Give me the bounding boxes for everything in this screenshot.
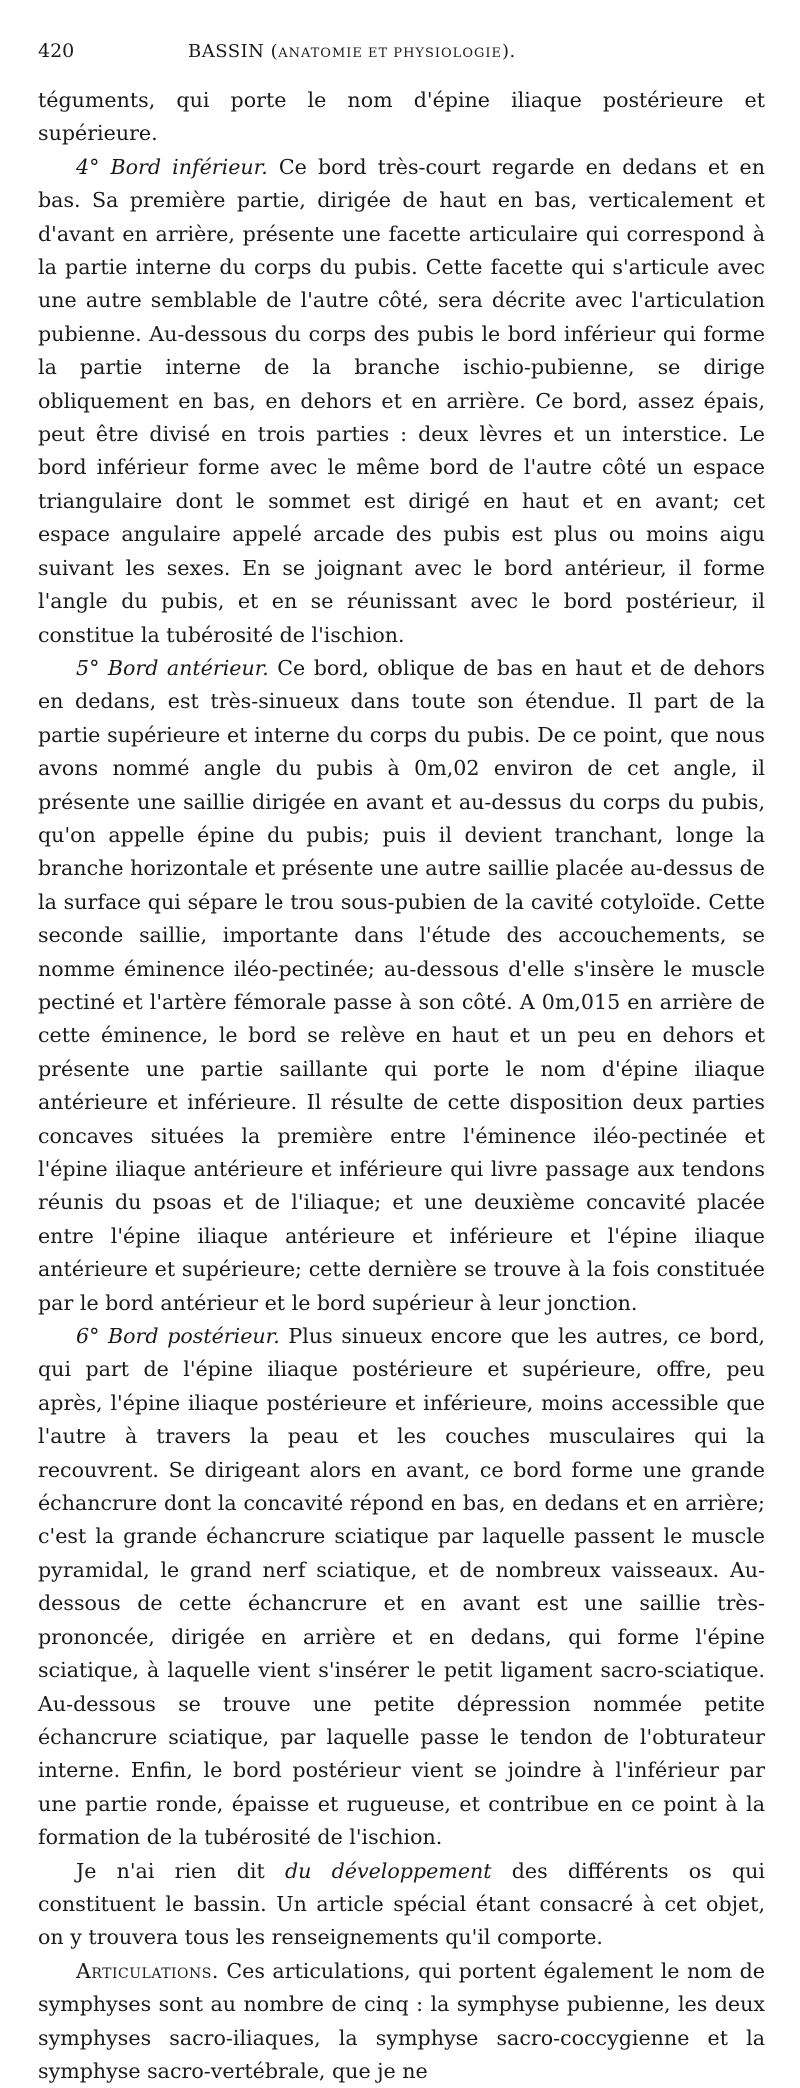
paragraph-text: Ces articulations, qui portent également le nom de symphyses sont au nombre de cinq : la symphyse pubienne, les deux symphyses sacro-iliaques, la symphyse sacro-coccygienne et la symphyse sacro-vertébrale, que je ne [38, 1958, 765, 2083]
section-heading-smallcaps: Articulations. [76, 1958, 219, 1983]
book-page [38, 40, 765, 2088]
section-heading: 4° Bord inférieur. [76, 154, 268, 179]
running-head [38, 40, 765, 84]
paragraph-text-after: des différents os qui constituent le bassin. Un article spécial étant consacré à cet objet, on y trouvera tous les renseignements qu'il comporte. [38, 1858, 765, 1950]
paragraph-text: Ce bord très-court regarde en dedans et en bas. Sa première partie, dirigée de haut en bas, verticalement et d'avant en arrière, présente une facette articulaire qui correspond à la partie interne du corps du pubis. Cette facette qui s'articule avec une autre semblable de l'autre côté, sera décrite avec l'articulation pubienne. Au-dessous du corps des pubis le bord inférieur qui forme la partie interne de la branche ischio-pubienne, se dirige obliquement en bas, en dehors et en arrière. Ce bord, assez épais, peut être divisé en trois parties : deux lèvres et un interstice. Le bord inférieur forme avec le même bord de l'autre côté un espace triangulaire dont le sommet est dirigé en haut et en avant; cet espace angulaire appelé arcade des pubis est plus ou moins aigu suivant les sexes. En se joignant avec le bord antérieur, il forme l'angle du pubis, et en se réunissant avec le bord postérieur, il constitue la tubérosité de l'ischion. [38, 154, 765, 647]
scan-mark [396, 1405, 404, 1406]
body-text [38, 84, 765, 2088]
scan-mark [345, 1405, 353, 1406]
paragraph-text: téguments, qui porte le nom d'épine iliaque postérieure et supérieure. [38, 88, 765, 146]
paragraph-bord-inferieur [38, 151, 765, 652]
paragraph-developpement [38, 1855, 765, 1955]
section-heading: 6° Bord postérieur. [76, 1324, 280, 1349]
running-title-end: ). [501, 41, 516, 62]
paragraph-text: Ce bord, oblique de bas en haut et de dehors en dedans, est très-sinueux dans toute son étendue. Il part de la partie supérieure et interne du corps du pubis. De ce point, que nous avons nommé angle du pubis à 0m,02 environ de cet angle, il présente une saillie dirigée en avant et au-dessus du corps du pubis, qu'on appelle épine du pubis; puis il devient tranchant, longe la branche horizontale et présente une autre saillie placée au-dessus de la surface qui sépare le trou sous-pubien de la cavité cotyloïde. Cette seconde saillie, importante dans l'étude des accouchements, se nomme éminence iléo-pectinée; au-dessous d'elle s'insère le muscle pectiné et l'artère fémorale passe à son côté. A 0m,015 en arrière de cette éminence, le bord se relève en haut et un peu en dehors et présente une partie saillante qui porte le nom d'épine iliaque antérieure et inférieure. Il résulte de cette disposition deux parties concaves situées la première entre l'éminence iléo-pectinée et l'épine iliaque antérieure et inférieure qui livre passage aux tendons réunis du psoas et de l'iliaque; et une deuxième concavité placée entre l'épine iliaque antérieure et inférieure et l'épine iliaque antérieure et supérieure; cette dernière se trouve à la fois constituée par le bord antérieur et le bord supérieur à leur jonction. [38, 655, 765, 1315]
section-heading: 5° Bord antérieur. [76, 655, 269, 680]
paragraph-text-before: Je n'ai rien dit [76, 1858, 285, 1883]
scan-mark [520, 1405, 528, 1406]
paragraph-articulations [38, 1955, 765, 2088]
paragraph-bord-posterieur [38, 1320, 765, 1855]
paragraph-text: Plus sinueux encore que les autres, ce bord, qui part de l'épine iliaque postérieure et supérieure, offre, peu après, l'épine iliaque postérieure et inférieure, moins accessible que l'autre à travers la peau et les couches musculaires qui la recouvrent. Se dirigeant alors en avant, ce bord forme une grande échancrure dont la concavité répond en bas, en dedans et en arrière; c'est la grande échancrure sciatique par laquelle passent le muscle pyramidal, le grand nerf sciatique, et de nombreux vaisseaux. Au-dessous de cette échancrure et en avant est une saillie très-prononcée, dirigée en arrière et en dedans, qui forme l'épine sciatique, à laquelle vient s'insérer le petit ligament sacro-sciatique. Au-dessous se trouve une petite dépression nommée petite échancrure sciatique, par laquelle passe le tendon de l'obturateur interne. Enfin, le bord postérieur vient se joindre à l'inférieur par une partie ronde, épaisse et rugueuse, et contribue en ce point à la formation de la tubérosité de l'ischion. [38, 1324, 765, 1850]
scan-artifact-marks [0, 1405, 727, 1425]
page-number: 420 [38, 40, 75, 62]
paragraph-bord-anterieur [38, 652, 765, 1320]
running-title [188, 41, 516, 62]
running-title-sub: ANATOMIE ET PHYSIOLOGIE [278, 46, 502, 61]
paragraph-continuation [38, 84, 765, 151]
running-title-main: BASSIN ( [188, 41, 279, 62]
scan-mark [460, 1405, 468, 1406]
emphasis-text: du développement [284, 1858, 492, 1883]
